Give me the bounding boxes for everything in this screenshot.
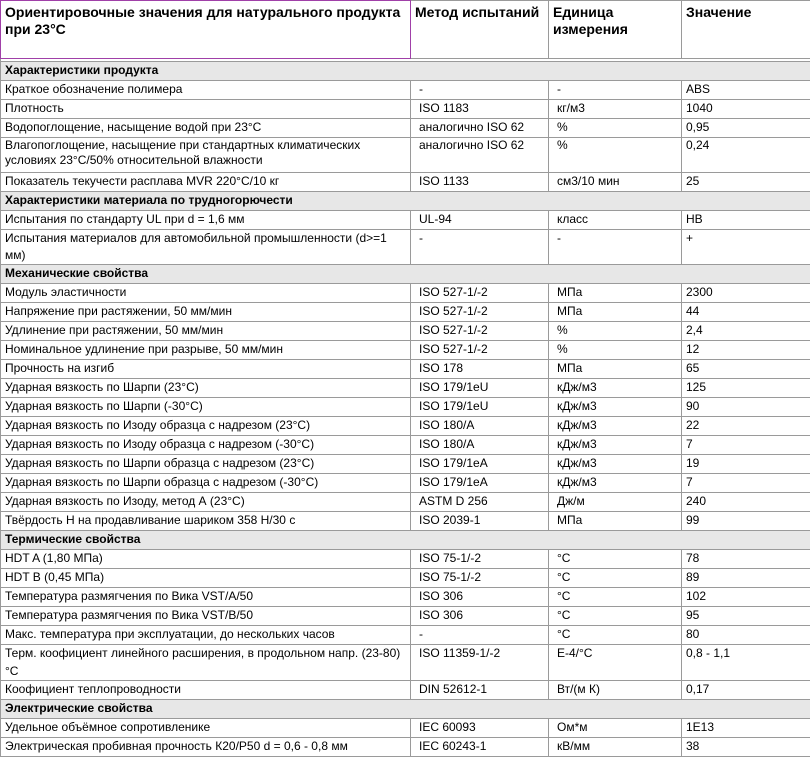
property-name-cell: Модуль эластичности bbox=[1, 284, 411, 303]
unit-cell: % bbox=[549, 138, 682, 173]
table-row bbox=[1, 569, 810, 588]
section-title: Механические свойства bbox=[1, 265, 810, 284]
header-value: Значение bbox=[682, 1, 810, 59]
method-cell: DIN 52612-1 bbox=[411, 680, 549, 699]
value-cell: 1E13 bbox=[682, 718, 810, 737]
table-row bbox=[1, 455, 810, 474]
property-name-cell: Ударная вязкость по Изоду, метод А (23°C) bbox=[1, 493, 411, 512]
value-cell: 80 bbox=[682, 626, 810, 645]
unit-cell: класс bbox=[549, 211, 682, 230]
unit-cell: °C bbox=[549, 626, 682, 645]
value-cell: 19 bbox=[682, 455, 810, 474]
value-cell: 0,8 - 1,1 bbox=[682, 645, 810, 680]
table-row bbox=[1, 230, 810, 265]
method-cell: ISO 306 bbox=[411, 588, 549, 607]
value-cell: 25 bbox=[682, 173, 810, 192]
method-cell: ISO 306 bbox=[411, 607, 549, 626]
unit-cell: кДж/м3 bbox=[549, 474, 682, 493]
unit-cell: Вт/(м К) bbox=[549, 680, 682, 699]
unit-cell: °C bbox=[549, 588, 682, 607]
header-unit: Единица измерения bbox=[549, 1, 682, 59]
property-name-cell: Ударная вязкость по Шарпи (23°C) bbox=[1, 379, 411, 398]
value-cell: 7 bbox=[682, 436, 810, 455]
table-row bbox=[1, 303, 810, 322]
method-cell: ISO 527-1/-2 bbox=[411, 322, 549, 341]
property-name-cell: Водопоглощение, насыщение водой при 23°C bbox=[1, 119, 411, 138]
value-cell: 0,17 bbox=[682, 680, 810, 699]
table-row bbox=[1, 718, 810, 737]
method-cell: ISO 179/1eA bbox=[411, 455, 549, 474]
property-name-cell: Влагопоглощение, насыщение при стандартных климатических условиях 23°C/50% относительной влажности bbox=[1, 138, 411, 173]
method-cell: ISO 1183 bbox=[411, 100, 549, 119]
method-cell: ISO 527-1/-2 bbox=[411, 303, 549, 322]
property-name-cell: Терм. коофициент линейного расширения, в продольном напр. (23-80)°C bbox=[1, 645, 411, 680]
method-cell: ISO 527-1/-2 bbox=[411, 341, 549, 360]
table-row bbox=[1, 379, 810, 398]
method-cell: UL-94 bbox=[411, 211, 549, 230]
method-cell: ISO 75-1/-2 bbox=[411, 569, 549, 588]
unit-cell: - bbox=[549, 230, 682, 265]
method-cell: ISO 180/A bbox=[411, 436, 549, 455]
method-cell: ISO 527-1/-2 bbox=[411, 284, 549, 303]
unit-cell: кДж/м3 bbox=[549, 398, 682, 417]
section-title: Характеристики продукта bbox=[1, 62, 810, 81]
unit-cell: МПа bbox=[549, 284, 682, 303]
value-cell: 125 bbox=[682, 379, 810, 398]
value-cell: 0,24 bbox=[682, 138, 810, 173]
unit-cell: °C bbox=[549, 550, 682, 569]
method-cell: ISO 11359-1/-2 bbox=[411, 645, 549, 680]
property-name-cell: Ударная вязкость по Изоду образца с надрезом (23°C) bbox=[1, 417, 411, 436]
unit-cell: °C bbox=[549, 569, 682, 588]
unit-cell: кДж/м3 bbox=[549, 417, 682, 436]
unit-cell: кг/м3 bbox=[549, 100, 682, 119]
table-row bbox=[1, 737, 810, 756]
method-cell: IEC 60093 bbox=[411, 718, 549, 737]
unit-cell: % bbox=[549, 341, 682, 360]
method-cell: ISO 179/1eU bbox=[411, 379, 549, 398]
property-name-cell: Коофициент теплопроводности bbox=[1, 680, 411, 699]
table-row bbox=[1, 588, 810, 607]
table-row bbox=[1, 626, 810, 645]
table-row bbox=[1, 360, 810, 379]
table-row bbox=[1, 607, 810, 626]
section-title: Термические свойства bbox=[1, 531, 810, 550]
unit-cell: - bbox=[549, 81, 682, 100]
property-name-cell: Ударная вязкость по Шарпи образца с надрезом (23°C) bbox=[1, 455, 411, 474]
header-method: Метод испытаний bbox=[411, 1, 549, 59]
table-row bbox=[1, 284, 810, 303]
unit-cell: МПа bbox=[549, 512, 682, 531]
unit-cell: % bbox=[549, 119, 682, 138]
method-cell: ISO 179/1eU bbox=[411, 398, 549, 417]
value-cell: 44 bbox=[682, 303, 810, 322]
method-cell: IEC 60243-1 bbox=[411, 737, 549, 756]
property-name-cell: Краткое обозначение полимера bbox=[1, 81, 411, 100]
value-cell: 95 bbox=[682, 607, 810, 626]
unit-cell: кДж/м3 bbox=[549, 436, 682, 455]
table-row bbox=[1, 81, 810, 100]
value-cell: 7 bbox=[682, 474, 810, 493]
section-title: Электрические свойства bbox=[1, 699, 810, 718]
table-row bbox=[1, 173, 810, 192]
value-cell: ABS bbox=[682, 81, 810, 100]
property-name-cell: Температура размягчения по Вика VST/A/50 bbox=[1, 588, 411, 607]
method-cell: ISO 1133 bbox=[411, 173, 549, 192]
method-cell: - bbox=[411, 626, 549, 645]
table-row bbox=[1, 550, 810, 569]
unit-cell: Ом*м bbox=[549, 718, 682, 737]
method-cell: ISO 180/A bbox=[411, 417, 549, 436]
table-row bbox=[1, 680, 810, 699]
table-row bbox=[1, 138, 810, 173]
table-row bbox=[1, 322, 810, 341]
section-row bbox=[1, 531, 810, 550]
table-row bbox=[1, 493, 810, 512]
table-row bbox=[1, 211, 810, 230]
section-row bbox=[1, 192, 810, 211]
table-row bbox=[1, 436, 810, 455]
table-row bbox=[1, 645, 810, 680]
method-cell: ASTM D 256 bbox=[411, 493, 549, 512]
property-name-cell: Номинальное удлинение при разрыве, 50 мм/мин bbox=[1, 341, 411, 360]
property-name-cell: Температура размягчения по Вика VST/B/50 bbox=[1, 607, 411, 626]
table-row bbox=[1, 119, 810, 138]
property-name-cell: Удельное объёмное сопротивленике bbox=[1, 718, 411, 737]
value-cell: 2300 bbox=[682, 284, 810, 303]
table-body bbox=[1, 59, 810, 757]
unit-cell: E-4/°C bbox=[549, 645, 682, 680]
property-name-cell: Макс. температура при эксплуатации, до нескольких часов bbox=[1, 626, 411, 645]
property-name-cell: Ударная вязкость по Изоду образца с надрезом (-30°C) bbox=[1, 436, 411, 455]
table-row bbox=[1, 474, 810, 493]
value-cell: 78 bbox=[682, 550, 810, 569]
unit-cell: °C bbox=[549, 607, 682, 626]
method-cell: - bbox=[411, 81, 549, 100]
method-cell: ISO 178 bbox=[411, 360, 549, 379]
property-name-cell: Твёрдость Н на продавливание шариком 358 Н/30 с bbox=[1, 512, 411, 531]
property-name-cell: Напряжение при растяжении, 50 мм/мин bbox=[1, 303, 411, 322]
method-cell: ISO 75-1/-2 bbox=[411, 550, 549, 569]
unit-cell: МПа bbox=[549, 360, 682, 379]
value-cell: 0,95 bbox=[682, 119, 810, 138]
unit-cell: кВ/мм bbox=[549, 737, 682, 756]
unit-cell: МПа bbox=[549, 303, 682, 322]
value-cell: 90 bbox=[682, 398, 810, 417]
property-name-cell: Испытания материалов для автомобильной промышленности (d>=1 мм) bbox=[1, 230, 411, 265]
value-cell: 65 bbox=[682, 360, 810, 379]
unit-cell: кДж/м3 bbox=[549, 455, 682, 474]
value-cell: 22 bbox=[682, 417, 810, 436]
section-row bbox=[1, 62, 810, 81]
section-title: Характеристики материала по трудногорючести bbox=[1, 192, 810, 211]
table-row bbox=[1, 398, 810, 417]
value-cell: HB bbox=[682, 211, 810, 230]
header-row bbox=[1, 1, 810, 59]
property-name-cell: Испытания по стандарту UL при d = 1,6 мм bbox=[1, 211, 411, 230]
section-row bbox=[1, 699, 810, 718]
value-cell: 2,4 bbox=[682, 322, 810, 341]
value-cell: 102 bbox=[682, 588, 810, 607]
value-cell: 240 bbox=[682, 493, 810, 512]
property-name-cell: Плотность bbox=[1, 100, 411, 119]
property-name-cell: Прочность на изгиб bbox=[1, 360, 411, 379]
property-name-cell: Показатель текучести расплава MVR 220°C/10 кг bbox=[1, 173, 411, 192]
unit-cell: кДж/м3 bbox=[549, 379, 682, 398]
property-name-cell: Электрическая пробивная прочность К20/P50 d = 0,6 - 0,8 мм bbox=[1, 737, 411, 756]
unit-cell: % bbox=[549, 322, 682, 341]
unit-cell: см3/10 мин bbox=[549, 173, 682, 192]
section-row bbox=[1, 265, 810, 284]
method-cell: ISO 2039-1 bbox=[411, 512, 549, 531]
value-cell: 38 bbox=[682, 737, 810, 756]
value-cell: 99 bbox=[682, 512, 810, 531]
unit-cell: Дж/м bbox=[549, 493, 682, 512]
method-cell: аналогично ISO 62 bbox=[411, 138, 549, 173]
value-cell: + bbox=[682, 230, 810, 265]
table-row bbox=[1, 341, 810, 360]
table-row bbox=[1, 417, 810, 436]
header-property: Ориентировочные значения для натурального продукта при 23°C bbox=[1, 1, 411, 59]
property-name-cell: HDT B (0,45 МПа) bbox=[1, 569, 411, 588]
value-cell: 12 bbox=[682, 341, 810, 360]
property-name-cell: Ударная вязкость по Шарпи образца с надрезом (-30°C) bbox=[1, 474, 411, 493]
table-row bbox=[1, 100, 810, 119]
table-row bbox=[1, 512, 810, 531]
method-cell: - bbox=[411, 230, 549, 265]
property-name-cell: Удлинение при растяжении, 50 мм/мин bbox=[1, 322, 411, 341]
method-cell: ISO 179/1eA bbox=[411, 474, 549, 493]
property-name-cell: Ударная вязкость по Шарпи (-30°C) bbox=[1, 398, 411, 417]
value-cell: 89 bbox=[682, 569, 810, 588]
value-cell: 1040 bbox=[682, 100, 810, 119]
property-name-cell: HDT A (1,80 МПа) bbox=[1, 550, 411, 569]
method-cell: аналогично ISO 62 bbox=[411, 119, 549, 138]
